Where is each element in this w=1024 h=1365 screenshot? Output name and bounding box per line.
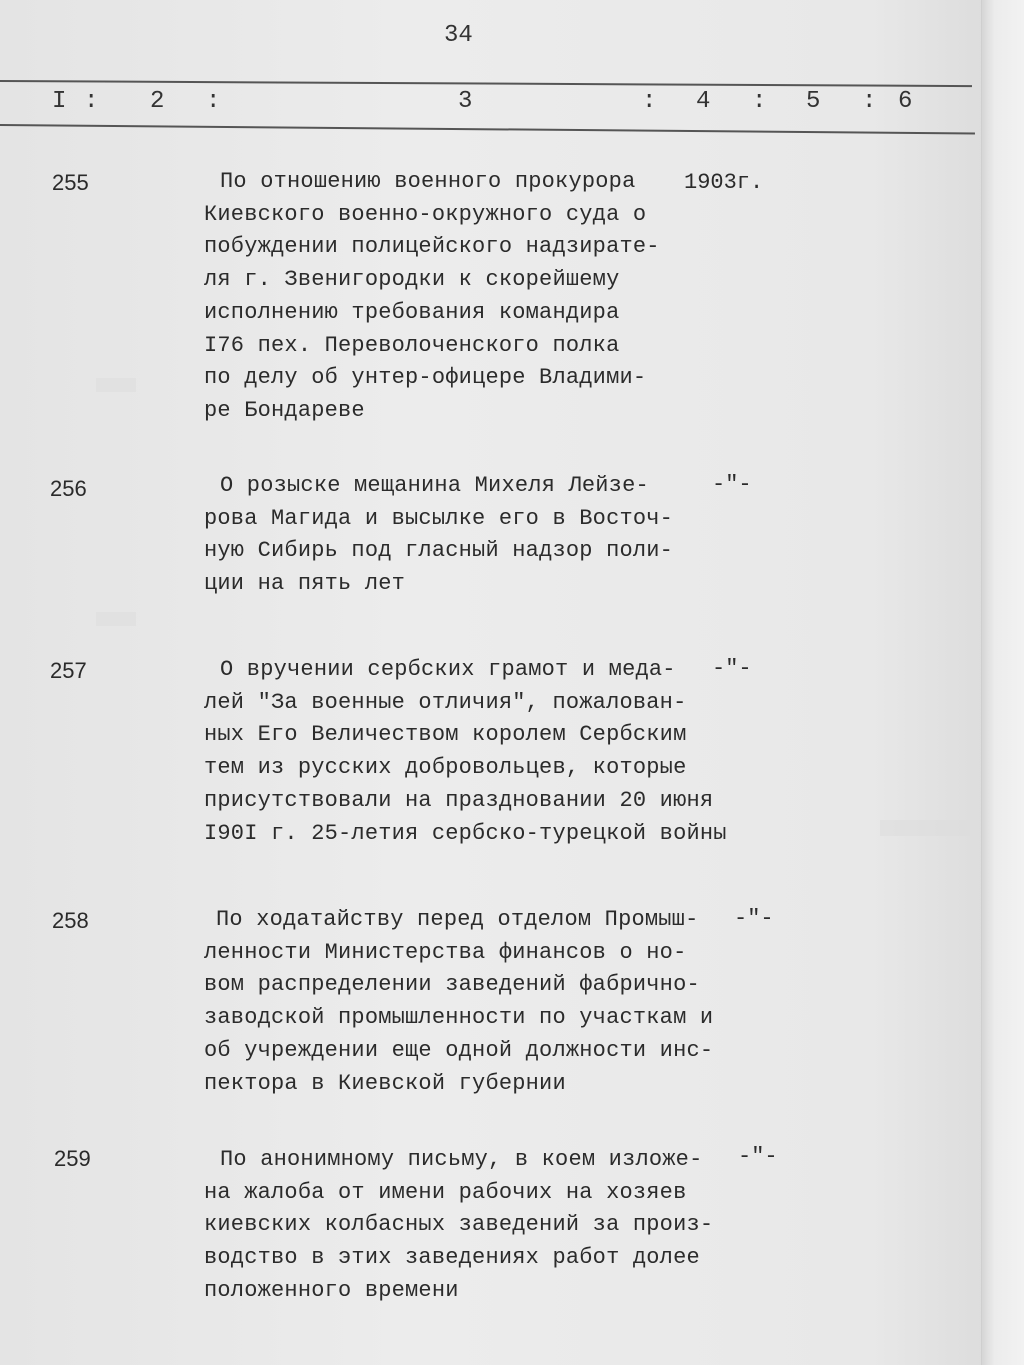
page-edge	[981, 0, 1024, 1365]
column-header-1: I	[52, 88, 67, 115]
column-separator: :	[642, 88, 657, 115]
entry-date: -"-	[712, 472, 752, 497]
page-number: 34	[444, 22, 473, 49]
entry-number: 257	[50, 658, 87, 683]
bleed-through-mark	[880, 820, 970, 836]
column-separator: :	[752, 88, 767, 115]
entry-description: О розыске мещанина Михеля Лейзе- рова Магида и высылке его в Восточ- ную Сибирь под гласный надзор поли- ции на пять лет	[204, 473, 674, 597]
entry-number: 258	[52, 908, 89, 933]
entry-description: О вручении сербских грамот и меда- лей "За военные отличия", пожалован- ных Его Величеством королем Сербским тем из русских добровольцев, которые присутствовали на праздновании 20 июня I90I г. 25-летия сербско-турецкой войны	[204, 657, 727, 846]
entry-description: По ходатайству перед отделом Промыш- ленности Министерства финансов о но- вом распределении заведений фабрично- заводской промышленности по участкам и об учреждении еще одной должности инс- пектора в Киевской губернии	[204, 907, 714, 1096]
column-header-5: 5	[806, 88, 821, 115]
column-header-6: 6	[898, 88, 913, 115]
entry-description: По анонимному письму, в коем изложе- на жалоба от имени рабочих на хозяев киевских колбасных заведений за произ- водство в этих заведениях работ долее положенного времени	[204, 1147, 714, 1303]
column-separator: :	[84, 88, 99, 115]
entry-number: 255	[52, 170, 89, 195]
column-header-4: 4	[696, 88, 711, 115]
bleed-through-mark	[96, 378, 136, 392]
entry-date: 1903г.	[684, 170, 764, 195]
bleed-through-mark	[96, 612, 136, 626]
entry-date: -"-	[738, 1144, 778, 1169]
entry-description: По отношению военного прокурора Киевского военно-окружного суда о побуждении полицейского надзирате- ля г. Звенигородки к скорейшему исполнению требования командира I76 пех. Переволоченского полка по делу об унтер-офицере Владими- ре Бондареве	[204, 169, 660, 423]
column-separator: :	[206, 88, 221, 115]
column-header-2: 2	[150, 88, 165, 115]
table-header-top-rule	[0, 80, 972, 87]
entry-date: -"-	[734, 906, 774, 931]
table-header-bottom-rule	[0, 124, 975, 135]
entry-number: 259	[54, 1146, 91, 1171]
column-header-3: 3	[458, 88, 473, 115]
entry-number: 256	[50, 476, 87, 501]
entry-date: -"-	[712, 656, 752, 681]
column-separator: :	[862, 88, 877, 115]
